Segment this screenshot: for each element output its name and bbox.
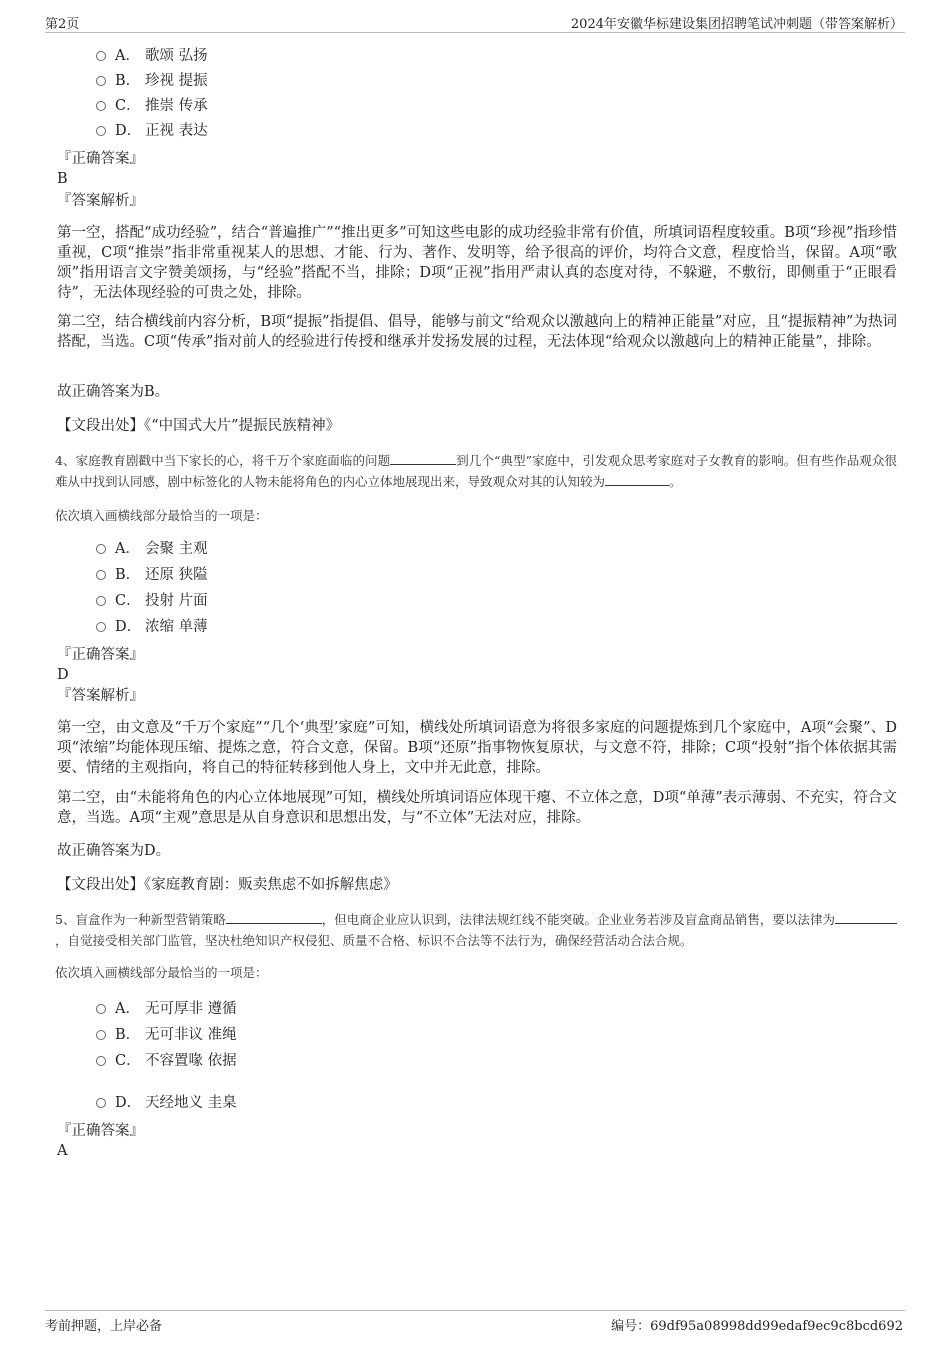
q3-analysis-conclusion: 故正确答案为B。 <box>57 384 170 400</box>
blank-line <box>605 473 669 486</box>
q5-option-b[interactable]: B． 无可非议 准绳 <box>96 1025 237 1045</box>
radio-icon[interactable] <box>96 76 106 86</box>
document-title: 2024年安徽华标建设集团招聘笔试冲刺题（带答案解析） <box>570 17 903 32</box>
q4-option-b[interactable]: B． 还原 狭隘 <box>96 565 208 585</box>
q3-option-a[interactable]: A． 歌颂 弘扬 <box>96 46 208 66</box>
blank-line <box>390 452 456 465</box>
q4-answer: D <box>57 667 69 683</box>
q3-option-b[interactable]: B． 珍视 提振 <box>96 71 208 91</box>
radio-icon[interactable] <box>96 1004 106 1014</box>
q3-option-d[interactable]: D． 正视 表达 <box>96 121 208 141</box>
radio-icon[interactable] <box>96 1098 106 1108</box>
radio-icon[interactable] <box>96 544 106 554</box>
q4-source: 【文段出处】《家庭教育剧：贩卖焦虑不如拆解焦虑》 <box>57 877 398 893</box>
blank-line <box>226 911 322 924</box>
q4-option-c[interactable]: C． 投射 片面 <box>96 591 208 611</box>
radio-icon[interactable] <box>96 101 106 111</box>
page-number: 第2页 <box>45 17 80 32</box>
q4-option-a[interactable]: A． 会聚 主观 <box>96 539 208 559</box>
radio-icon[interactable] <box>96 622 106 632</box>
footer-slogan: 考前押题，上岸必备 <box>45 1319 163 1334</box>
q4-question-text: 4、家庭教育剧戳中当下家长的心，将千万个家庭面临的问题 到几个“典型”家庭中，引发观众思考家庭对子女教育的影响。但有些作品观众很难从中找到认同感，剧中标签化的人物未能将角色的内心立体地展现出来，导致观众对其的认知较为 。 <box>55 453 897 489</box>
q4-prompt: 依次填入画横线部分最恰当的一项是： <box>55 508 268 523</box>
blank-line <box>835 911 897 924</box>
page-header <box>45 10 905 33</box>
radio-icon[interactable] <box>96 1056 106 1066</box>
radio-icon[interactable] <box>96 1030 106 1040</box>
q4-analysis-paragraph: 第一空，由文意及“千万个家庭”“几个‘典型’家庭”可知，横线处所填词语意为将很多家庭的问题提炼到几个家庭中，A项“会聚”、D项“浓缩”均能体现压缩、提炼之意，符合文意，保留。B项“还原”指事物恢复原状，与文意不符，排除；C项“投射”指个体依据其需要、情绪的主观指向，将自己的特征转移到他人身上，文中并无此意，排除。 <box>57 720 897 776</box>
q5-option-c[interactable]: C． 不容置喙 依据 <box>96 1051 237 1071</box>
q3-option-c[interactable]: C． 推崇 传承 <box>96 96 208 116</box>
q5-question-text: 5、盲盒作为一种新型营销策略 ，但电商企业应认识到，法律法规红线不能突破。企业业务若涉及盲盒商品销售，要以法律为，自觉接受相关部门监管，坚决杜绝知识产权侵犯、质量不合格、标识不合法等不法行为，确保经营活动合法合规。 <box>55 909 897 951</box>
q3-source: 【文段出处】《“中国式大片”提振民族精神》 <box>57 418 341 434</box>
q5-answer-label: 『正确答案』 <box>57 1123 144 1139</box>
q4-answer-label: 『正确答案』 <box>57 647 144 663</box>
q3-analysis-paragraph: 第二空，结合横线前内容分析，B项“提振”指提倡、倡导，能够与前文“给观众以激越向上的精神正能量”对应，且“提振精神”为热词搭配，当选。C项“传承”指对前人的经验进行传授和继承并发扬发展的过程，无法体现“给观众以激越向上的精神正能量”，排除。 <box>57 314 897 350</box>
q4-analysis-paragraph: 第二空，由“未能将角色的内心立体地展现”可知，横线处所填词语应体现干瘪、不立体之意，D项“单薄”表示薄弱、不充实，符合文意，当选。A项“主观”意思是从自身意识和思想出发，与“不立体”无法对应，排除。 <box>57 790 897 826</box>
q4-option-d[interactable]: D． 浓缩 单薄 <box>96 617 208 637</box>
radio-icon[interactable] <box>96 570 106 580</box>
q3-analysis-label: 『答案解析』 <box>57 193 144 209</box>
q3-answer: B <box>57 171 68 187</box>
q4-analysis-conclusion: 故正确答案为D。 <box>57 843 171 859</box>
q3-analysis-paragraph: 第一空，搭配“成功经验”，结合“普遍推广”“推出更多”可知这些电影的成功经验非常有价值，所填词语程度较重。B项“珍视”指珍惜重视，C项“推崇”指非常重视某人的思想、才能、行为、著作、发明等，给予很高的评价，均符合文意，程度恰当，保留。A项“歌颂”指用语言文字赞美颂扬，与“经验”搭配不当，排除；D项“正视”指用严肃认真的态度对待，不躲避，不敷衍，即侧重于“正眼看待”，无法体现经验的可贵之处，排除。 <box>57 225 897 301</box>
q5-option-a[interactable]: A． 无可厚非 遵循 <box>96 999 237 1019</box>
q3-answer-label: 『正确答案』 <box>57 151 144 167</box>
radio-icon[interactable] <box>96 596 106 606</box>
q5-option-d[interactable]: D． 天经地义 圭臬 <box>96 1093 237 1113</box>
q5-answer: A <box>57 1143 68 1159</box>
q4-analysis-label: 『答案解析』 <box>57 688 144 704</box>
q5-prompt: 依次填入画横线部分最恰当的一项是： <box>55 965 268 980</box>
page-footer <box>45 1310 905 1335</box>
document-id: 编号：69df95a08998dd99edaf9ec9c8bcd692 <box>611 1319 903 1334</box>
radio-icon[interactable] <box>96 126 106 136</box>
radio-icon[interactable] <box>96 51 106 61</box>
